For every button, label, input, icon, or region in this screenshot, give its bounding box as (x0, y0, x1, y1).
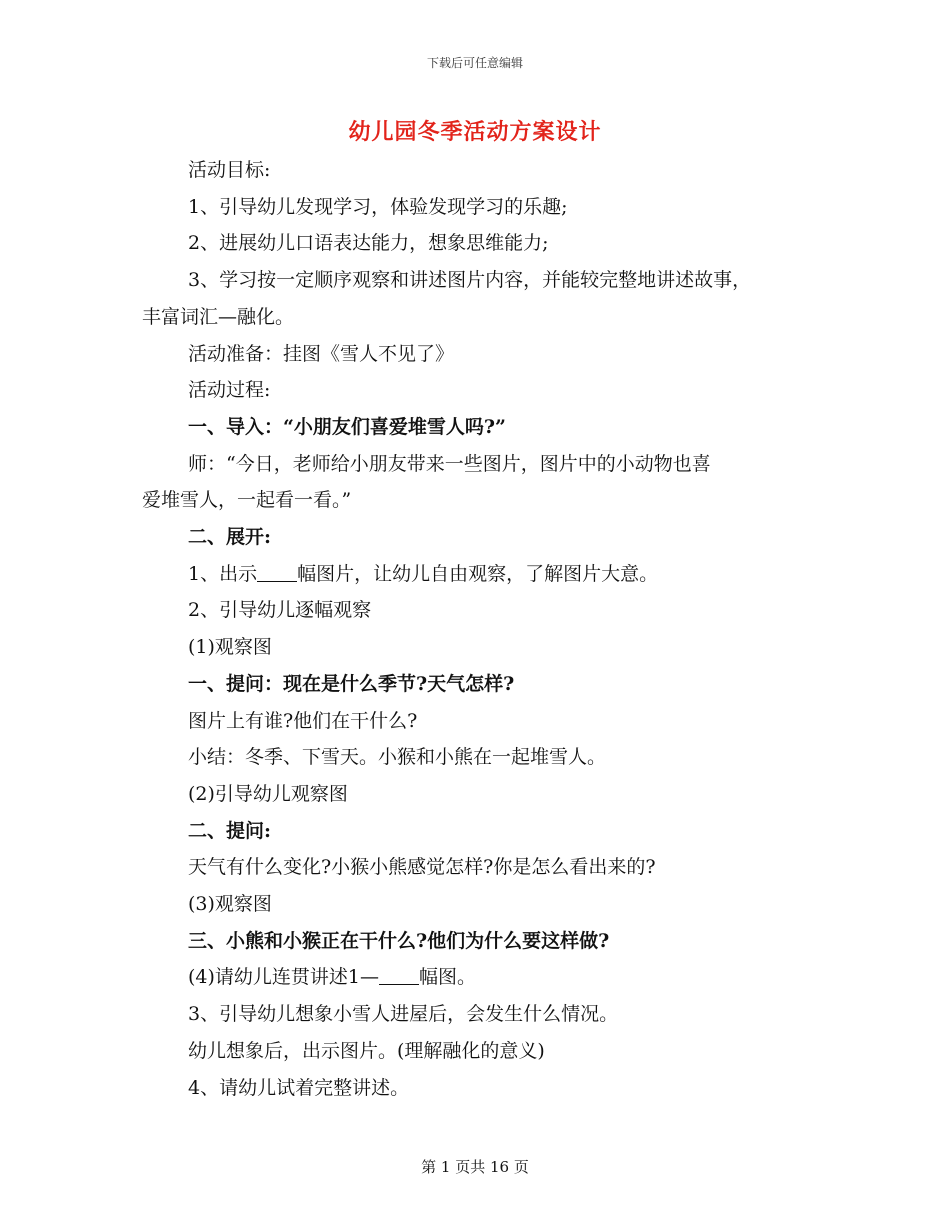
document-body (142, 152, 822, 1106)
text-segment: 1、出示 (188, 562, 258, 585)
paragraph: 幼儿想象后，出示图片。(理解融化的意义) (188, 1039, 545, 1062)
section-heading: 二、提问: (188, 819, 272, 842)
paragraph: 4、请幼儿试着完整讲述。 (188, 1076, 410, 1099)
fill-blank (379, 968, 419, 985)
section-heading: 二、展开: (188, 526, 272, 549)
paragraph (142, 959, 822, 996)
paragraph-continuation: 爱堆雪人，一起看一看。” (142, 489, 352, 512)
paragraph (142, 556, 822, 593)
paragraph: 小结：冬季、下雪天。小猴和小熊在一起堆雪人。 (188, 746, 607, 769)
paragraph: 1、引导幼儿发现学习，体验发现学习的乐趣; (188, 195, 568, 218)
paragraph: 活动过程: (188, 379, 271, 402)
fill-blank (257, 565, 297, 582)
paragraph: 图片上有谁?他们在干什么? (188, 709, 418, 732)
header-note: 下载后可任意编辑 (426, 56, 523, 70)
paragraph: 天气有什么变化?小猴小熊感觉怎样?你是怎么看出来的? (188, 856, 656, 879)
paragraph: 3、引导幼儿想象小雪人进屋后，会发生什么情况。 (188, 1003, 619, 1026)
paragraph: 3、学习按一定顺序观察和讲述图片内容，并能较完整地讲述故事， (188, 269, 752, 292)
paragraph: 师：“今日，老师给小朋友带来一些图片，图片中的小动物也喜 (188, 452, 711, 475)
paragraph: 活动目标: (188, 159, 271, 181)
paragraph: 活动准备：挂图《雪人不见了》 (188, 342, 455, 365)
paragraph: (2)引导幼儿观察图 (188, 782, 348, 805)
document-title: 幼儿园冬季活动方案设计 (348, 119, 602, 145)
page-footer: 第 1 页共 16 页 (421, 1158, 529, 1176)
section-heading: 三、小熊和小猴正在干什么?他们为什么要这样做? (188, 929, 610, 952)
section-heading: 一、导入：“小朋友们喜爱堆雪人吗?” (188, 415, 506, 438)
paragraph: 2、进展幼儿口语表达能力，想象思维能力; (188, 232, 549, 255)
text-segment: 幅图。 (419, 966, 477, 989)
text-segment: (4)请幼儿连贯讲述1— (188, 966, 380, 989)
text-segment: 幅图片，让幼儿自由观察，了解图片大意。 (297, 562, 659, 585)
paragraph: (1)观察图 (188, 636, 272, 659)
section-heading: 一、提问：现在是什么季节?天气怎样? (188, 672, 515, 695)
paragraph: 2、引导幼儿逐幅观察 (188, 599, 372, 622)
paragraph-continuation: 丰富词汇—融化。 (142, 305, 295, 328)
paragraph: (3)观察图 (188, 893, 272, 916)
